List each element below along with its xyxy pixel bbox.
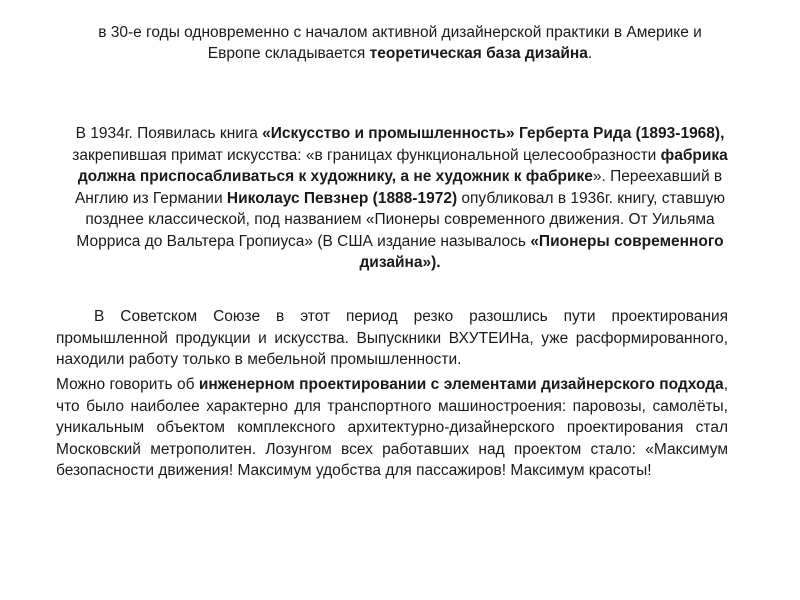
soviet-union-paragraph [56, 306, 728, 371]
intro-heading [80, 22, 720, 64]
block-text-3: ». Переехавший в Англию из Германии [74, 168, 723, 207]
para2-text-1: Можно говорить об [56, 376, 199, 393]
para2-bold-1: инженерном проектировании с элементами дизайнерского подхода [198, 376, 724, 393]
read-pevsner-paragraph [52, 123, 748, 274]
block-bold-3: Николаус Певзнер (1888-1972) [226, 189, 458, 207]
para1-text: В Советском Союзе в этот период резко разошлись пути проектирования промышленной продукции и искусства. Выпускники ВХУТЕИНа, уже расформированного, находили работу только в мебельной промышленности. [56, 308, 728, 368]
para2-text-2: , что было наиболее характерно для транспортного машиностроения: паровозы, самолёты, уникальным объектом комплексного архитектурно-дизайнерского проектирования стал Московский метрополитен. Лозунгом всех работавших над проектом стало: «Максимум безопасности движения! Максимум удобства для пассажиров! Максимум красоты! [56, 376, 728, 479]
block-bold-4: «Пионеры современного дизайна»). [359, 232, 724, 271]
block-text-2: закрепившая примат искусства: «в границах функциональной целесообразности [72, 146, 661, 164]
intro-bold: теоретическая база дизайна [369, 45, 588, 62]
block-bold-1: «Искусство и промышленность» Герберта Рида (1893-1968), [262, 125, 725, 142]
block-text-4: опубликовал в 1936г. книгу, ставшую позднее классической, под названием «Пионеры современного движения. От Уильяма Морриса до Вальтера Гропиуса» (В США издание называлось [76, 189, 726, 250]
intro-text: в 30-е годы одновременно с началом активной дизайнерской практики в Америке и Европе складывается [98, 24, 702, 62]
intro-suffix: . [587, 45, 593, 62]
block-text-1: В 1934г. Появилась книга [75, 125, 263, 142]
block-bold-2: фабрика должна приспосабливаться к художнику, а не художник к фабрике [77, 146, 728, 185]
engineering-paragraph [56, 374, 728, 482]
